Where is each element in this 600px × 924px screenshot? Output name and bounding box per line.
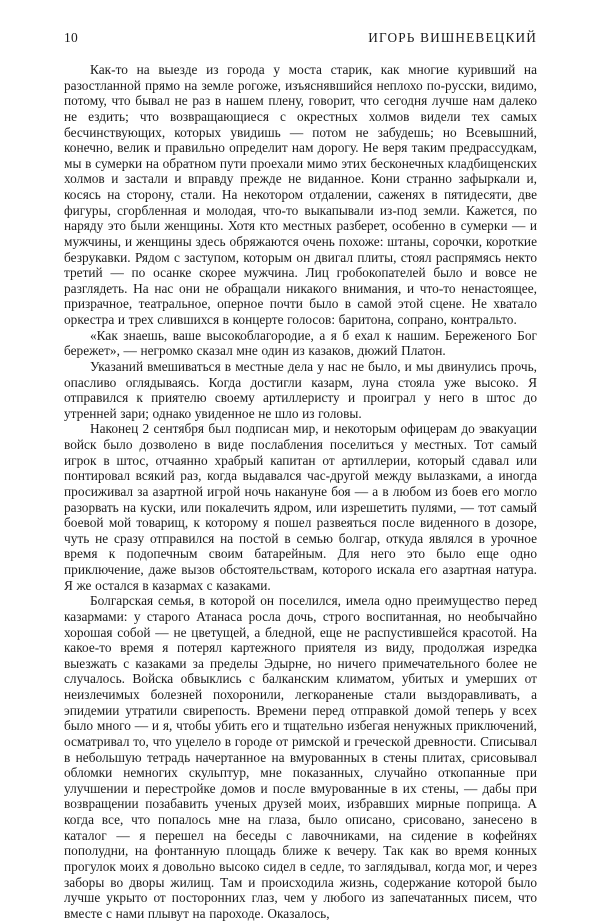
paragraph: Наконец 2 сентября был подписан мир, и некоторым офицерам до эвакуации войск было дозволено в виде послабления поселиться у местных. Тот самый игрок в штос, отчаянно храбрый капитан от артиллерии, который сдавал или понтировал всякий раз, когда выдавался час-другой между вылазками, а иногда просиживал за азартной игрой ночь накануне боя — а в любом из боев его могло разорвать на куски, или покалечить ядром, или изрешетить пулями, — тот самый боевой мой товарищ, к которому я пошел развеяться после виденного в дозоре, чуть не сразу отправился на постой в семью болгар, откуда являлся в урочное время к подопечным своим батарейным. Для него это было еще одно приключение, даже вызов обстоятельствам, которого искала его азартная натура. Я же остался в казармах с казаками. <box>64 421 537 593</box>
paragraph: «Как знаешь, ваше высокоблагородие, а я б ехал к нашим. Береженого Бог бережет», — негромко сказал мне один из казаков, дюжий Платон. <box>64 327 537 359</box>
paragraph: Как-то на выезде из города у моста старик, как многие куривший на разостланной прямо на земле рогоже, изъяснявшийся неплохо по-русски, видимо, потому, что бывал не раз в нашем плену, говорит, что сегодня лучше нам далеко не ездить; что возвращающиеся с окрестных холмов видели тех самых бесчинствующих, которых увидишь — потом не забудешь; но Всевышний, конечно, велик и правильно определит нам дорогу. Не веря таким предрассудкам, мы в сумерки на обратном пути проехали мимо этих бесконечных кладбищенских холмов и застали и вправду прежде не виданное. Кони странно зафыркали и, косясь на сторону, стали. На некотором отдалении, саженях в пятидесяти, две фигуры, сгорбленная и молодая, что-то выкапывали из-под земли. Кажется, по наряду это были женщины. Хотя кто местных разберет, особенно в сумерки — и мужчины, и женщины здесь обряжаются очень похоже: штаны, сорочки, короткие безрукавки. Рядом с заступом, которым он двигал плиты, стоял распрямясь некто третий — по осанке скорее мужчина. Лиц гробокопателей было и вовсе не разглядеть. На нас они не обращали никакого внимания, и что-то ненастоящее, призрачное, театральное, оперное почти было в самой этой сцене. Не хватало оркестра и трех слившихся в концерте голосов: баритона, сопрано, контральто. <box>64 62 537 327</box>
paragraph: Болгарская семья, в которой он поселился, имела одно преимущество перед казармами: у старого Атанаса росла дочь, строго воспитанная, но необычайно хорошая собой — не цветущей, а бледной, еще не распустившейся красотой. На какое-то время я потерял картежного приятеля из виду, продолжая изредка выезжать с казаками за пределы Эдырне, но ничего примечательного более не случалось. Войска обвыклись с балканским климатом, убитых и умерших от неизлечимых болезней похоронили, легкораненые стали выздоравливать, а эпидемии утратили свирепость. Времени перед отправкой домой теперь у всех было много — и я, чтобы убить его и тщательно избегая ненужных приключений, осматривал то, что уцелело в городе от римской и греческой древности. Списывал в небольшую тетрадь начертанное на вмурованных в стены плитах, срисовывал обломки немногих скульптур, мне показанных, случайно откопанные при улучшении и перестройке домов и после вмурованные в их стены, — дабы при возвращении позабавить ученых друзей моих, избравших мирные поприща. А когда все, что попалось мне на глаза, было описано, срисовано, занесено в каталог — я перешел на беседы с лавочниками, на сидение в кофейнях пополудни, на фонтанную площадь ближе к вечеру. Так как во время конных прогулок моих я довольно высоко сидел в седле, то заглядывал, когда мог, и через заборы во дворы жилищ. Там и происходила жизнь, содержание которой было лучше укрыто от посторонних глаз, чем у любого из запечатанных писем, что вместе с нами плывут на пароходе. Оказалось, <box>64 593 537 921</box>
paragraph: Указаний вмешиваться в местные дела у нас не было, и мы двинулись прочь, опасливо оглядываясь. Когда достигли казарм, луна стояла уже высоко. Я отправился к приятелю своему артиллеристу и проиграл у него в штос до утренней зари; однако увиденное не шло из головы. <box>64 358 537 421</box>
running-head <box>64 30 537 50</box>
page-number: 10 <box>64 30 78 45</box>
body-text-block <box>64 62 537 921</box>
author-running-title: ИГОРЬ ВИШНЕВЕЦКИЙ <box>368 30 537 45</box>
